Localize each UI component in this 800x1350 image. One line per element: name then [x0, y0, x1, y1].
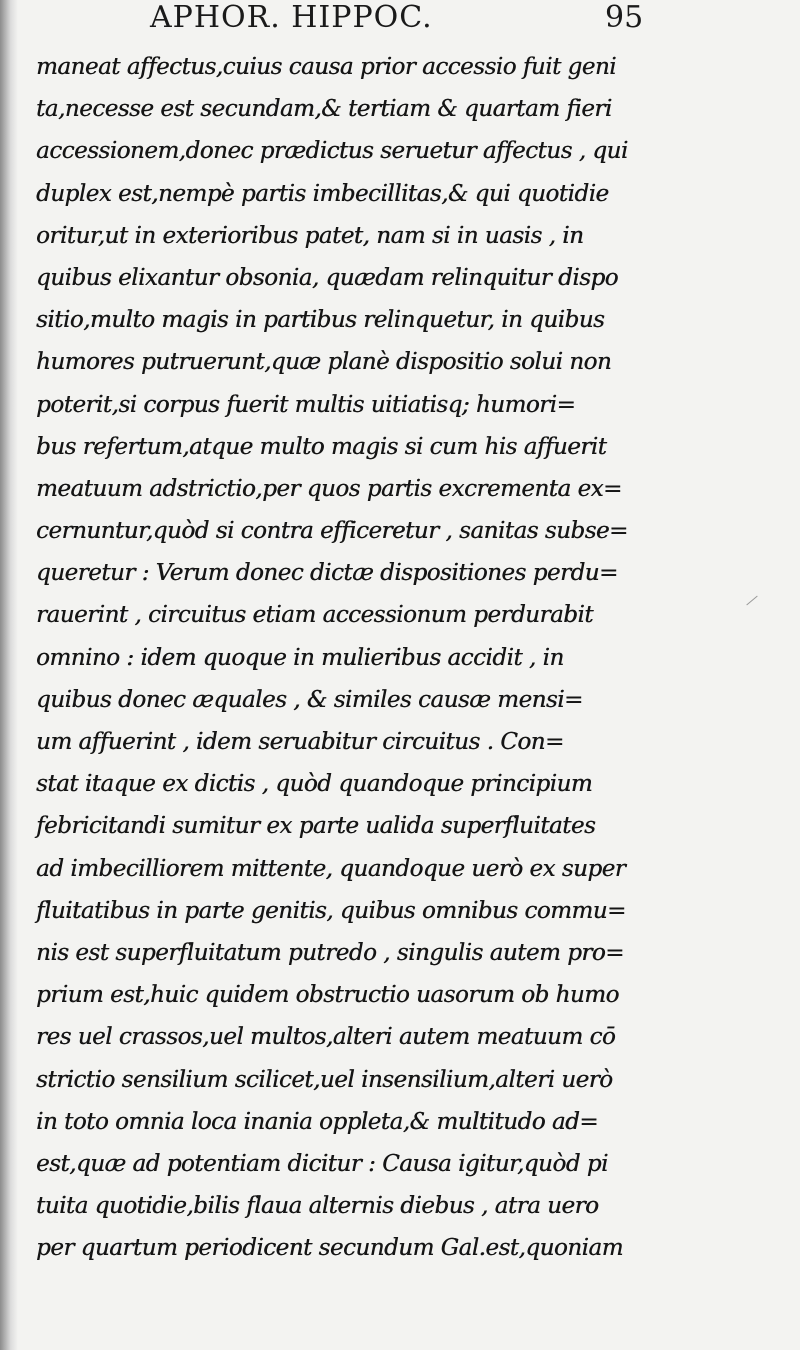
text-line: per quartum periodicent secundum Gal.est,quoniam [36, 1235, 623, 1262]
text-line: rauerint , circuitus etiam accessionum perdurabit [36, 602, 594, 629]
text-line: quibus donec æquales , & similes causæ mensi= [36, 686, 583, 713]
text-line: meatuum adstrictio,per quos partis excrementa ex= [36, 475, 622, 502]
text-line: humores putruerunt,quæ planè dispositio solui non [36, 349, 612, 376]
text-line: fluitatibus in parte genitis, quibus omnibus commu= [36, 897, 626, 924]
body-text [36, 46, 666, 1262]
text-line: sitio,multo magis in partibus relinquetur, in quibus [36, 307, 605, 334]
page-number: 95 [605, 0, 644, 35]
text-line: duplex est,nempè partis imbecillitas,& qui quotidie [36, 180, 609, 207]
binding-shadow [0, 0, 18, 1350]
text-line: omnino : idem quoque in mulieribus accidit , in [36, 644, 564, 671]
text-line: stat itaque ex dictis , quòd quandoque principium [36, 771, 593, 798]
text-line: um affuerint , idem seruabitur circuitus . Con= [36, 729, 564, 755]
text-line: prium est,huic quidem obstructio uasorum ob humo [36, 982, 619, 1009]
text-line: ta,necesse est secundam,& tertiam & quartam fieri [36, 96, 612, 123]
text-line: in toto omnia loca inania oppleta,& multitudo ad= [36, 1108, 599, 1135]
text-line: nis est superfluitatum putredo , singulis autem pro= [36, 939, 624, 966]
running-title: APHOR. HIPPOC. [150, 0, 433, 35]
text-line: quibus elixantur obsonia, quædam relinquitur dispo [36, 264, 618, 291]
text-line: est,quæ ad potentiam dicitur : Causa igitur,quòd pi [36, 1150, 608, 1177]
text-line: accessionem,donec prædictus seruetur affectus , qui [36, 138, 628, 165]
paper-scratch-mark [746, 596, 757, 606]
text-line: strictio sensilium scilicet,uel insensilium,alteri uerò [36, 1066, 613, 1093]
text-line: ad imbecilliorem mittente, quandoque uerò ex super [36, 855, 626, 882]
text-line: cernuntur,quòd si contra efficeretur , sanitas subse= [36, 518, 628, 545]
text-line: febricitandi sumitur ex parte ualida superfluitates [36, 813, 596, 840]
text-line: poterit,si corpus fuerit multis uitiatisq; humori= [36, 391, 576, 418]
text-line: bus refertum,atque multo magis si cum his affuerit [36, 433, 607, 460]
text-line: oritur,ut in exterioribus patet, nam si in uasis , in [36, 222, 584, 249]
text-line: res uel crassos,uel multos,alteri autem meatuum cō [36, 1024, 616, 1051]
text-line: tuita quotidie,bilis flaua alternis diebus , atra uero [36, 1193, 599, 1220]
text-line: maneat affectus,cuius causa prior accessio fuit geni [36, 54, 616, 80]
text-line: queretur : Verum donec dictæ dispositiones perdu= [36, 560, 618, 587]
